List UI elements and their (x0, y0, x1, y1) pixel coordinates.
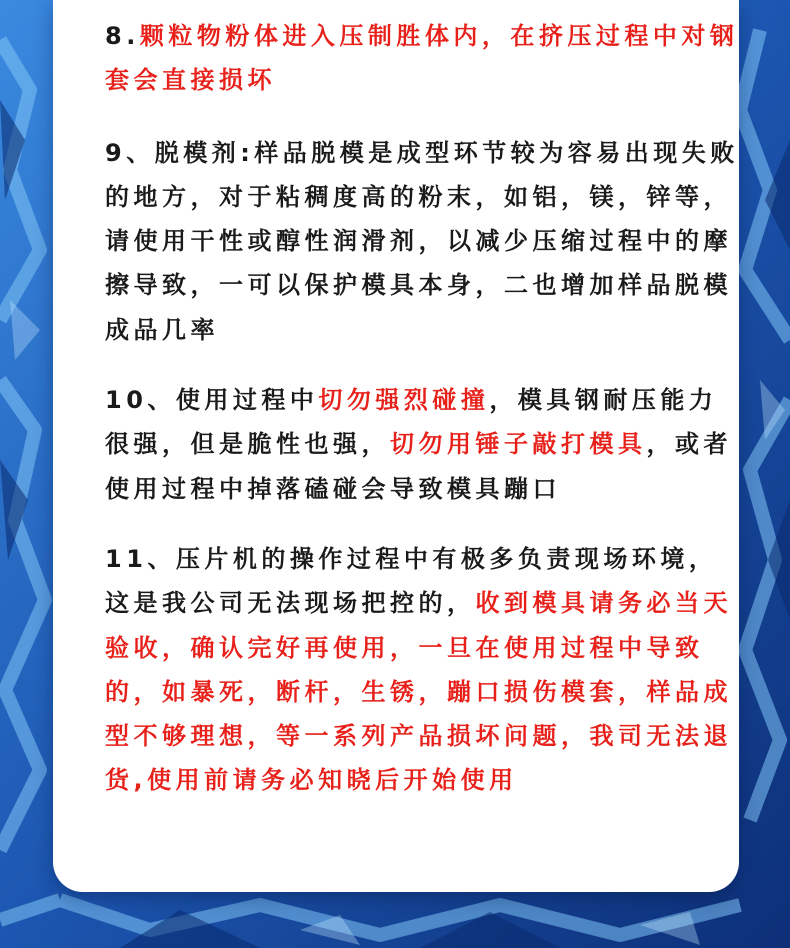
item-10-text-a: 使用过程中 (175, 386, 319, 415)
item-9-text: 脱模剂:样品脱模是成型环节较为容易出现失败的地方，对于粘稠度高的粉末，如铝，镁，锌等，请使用干性或醇性润滑剂，以减少压缩过程中的摩擦导致，一可以保护模具本身，二也增加样品脱模成品几率 (105, 138, 739, 344)
item-11 (105, 537, 745, 803)
item-10-text-c: ，或者使用过程中掉落磕碰会导致模具蹦口 (105, 430, 732, 503)
item-10-number: 10、 (105, 386, 176, 415)
item-10-text-b: ，模具钢耐压能力很强，但是脆性也强， (105, 386, 718, 459)
item-11-warning: 收到模具请务必当天验收，确认完好再使用，一旦在使用过程中导致的，如暴死，断杆，生锈，蹦口损伤模套，样品成型不够理想，等一系列产品损坏问题，我司无法退货,使用前请务必知晓后开始使用 (105, 589, 732, 795)
notice-content (105, 14, 745, 803)
item-8-number: 8. (105, 22, 140, 50)
item-8 (105, 14, 745, 103)
item-10-warning-b: 切勿用锤子敲打模具 (390, 430, 647, 459)
item-8-text: 颗粒物粉体进入压制胜体内，在挤压过程中对钢套会直接损坏 (105, 22, 739, 95)
item-11-number: 11、 (105, 544, 176, 573)
item-10-warning-a: 切勿强烈碰撞 (318, 386, 490, 415)
item-9 (105, 131, 745, 352)
item-11-text-a: 压片机的操作过程中有极多负责现场环境，这是我公司无法现场把控的， (105, 544, 718, 618)
item-9-number: 9、 (105, 138, 155, 167)
item-10 (105, 378, 745, 511)
